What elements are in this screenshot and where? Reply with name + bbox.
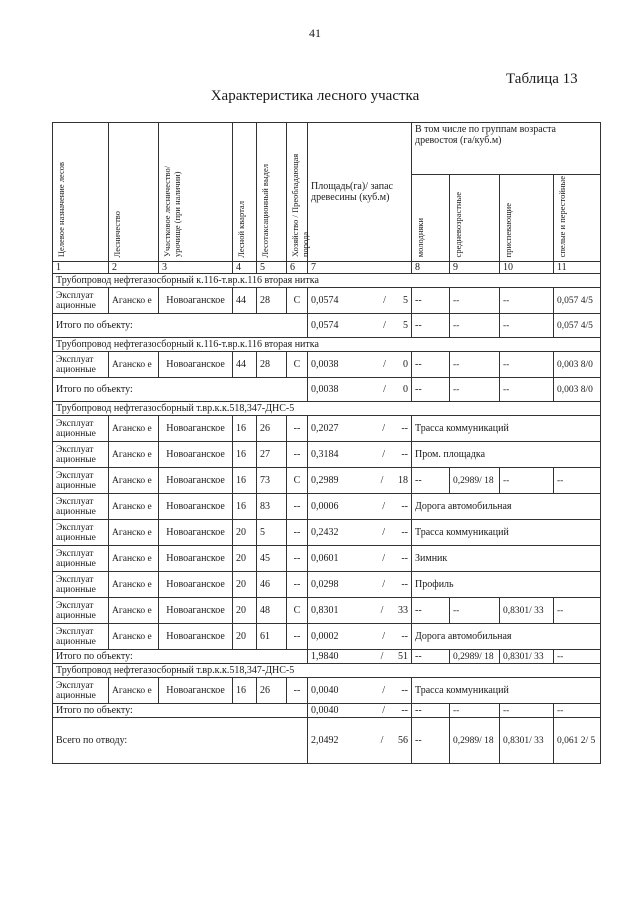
- section-title: Трубопровод нефтегазосборный т.вр.к.к.518,347-ДНС-5: [53, 664, 601, 678]
- species-cell: --: [287, 520, 308, 546]
- col-num: 1: [53, 262, 109, 274]
- area-stock-cell: [308, 520, 412, 546]
- quantity-sep: /: [382, 501, 386, 513]
- quarter-cell: 16: [233, 468, 257, 494]
- species-cell: --: [287, 624, 308, 650]
- purpose-cell: Эксплуат ационные: [53, 352, 109, 378]
- species-cell: --: [287, 494, 308, 520]
- young-cell: --: [412, 718, 450, 764]
- col-num: 10: [500, 262, 554, 274]
- area-stock-cell: [308, 598, 412, 624]
- forestry-cell: Аганско е: [109, 468, 159, 494]
- young-cell: --: [412, 650, 450, 664]
- district-cell: Новоаганское: [159, 442, 233, 468]
- area-stock-cell: [308, 352, 412, 378]
- middle-aged-cell: --: [450, 314, 500, 338]
- allotment-cell: 83: [257, 494, 287, 520]
- document-title: Характеристика лесного участка: [210, 88, 420, 104]
- forestry-cell: Аганско е: [109, 678, 159, 704]
- purpose-cell: Эксплуат ационные: [53, 468, 109, 494]
- area-stock-cell: [308, 416, 412, 442]
- species-cell: С: [287, 352, 308, 378]
- column-number-row: [53, 262, 601, 274]
- object-total-row: [53, 650, 601, 664]
- purpose-cell: Эксплуат ационные: [53, 442, 109, 468]
- quarter-cell: 20: [233, 624, 257, 650]
- area-stock-cell: [308, 288, 412, 314]
- table-row: [53, 442, 601, 468]
- quantity-area: 0,2027: [311, 423, 339, 435]
- quantity-area: 0,3184: [311, 449, 339, 461]
- quantity-sep: /: [380, 735, 384, 747]
- grand-total-row: [53, 718, 601, 764]
- quantity-stock: --: [401, 685, 408, 697]
- col-num: 5: [257, 262, 287, 274]
- species-cell: --: [287, 546, 308, 572]
- area-stock-cell: [308, 572, 412, 598]
- quantity-area: 0,0002: [311, 631, 339, 643]
- header-maturing: приспевающие: [500, 175, 554, 262]
- middle-aged-cell: --: [450, 378, 500, 402]
- forestry-cell: Аганско е: [109, 520, 159, 546]
- maturing-cell: --: [500, 378, 554, 402]
- header-species: Хозяйство / Преобладающая порода: [287, 123, 308, 262]
- purpose-cell: Эксплуат ационные: [53, 572, 109, 598]
- header-quarter: Лесной квартал: [233, 123, 257, 262]
- quantity-area: 0,8301: [311, 605, 339, 617]
- quarter-cell: 20: [233, 598, 257, 624]
- forestry-cell: Аганско е: [109, 352, 159, 378]
- quantity-stock: 0: [403, 384, 408, 396]
- quantity-stock: 0: [403, 359, 408, 371]
- district-cell: Новоаганское: [159, 678, 233, 704]
- quantity-area: 1,9840: [311, 651, 339, 663]
- district-cell: Новоаганское: [159, 624, 233, 650]
- species-cell: --: [287, 416, 308, 442]
- maturing-cell: 0,8301/ 33: [500, 718, 554, 764]
- district-cell: Новоаганское: [159, 572, 233, 598]
- young-cell: --: [412, 288, 450, 314]
- allotment-cell: 27: [257, 442, 287, 468]
- object-total-row: [53, 704, 601, 718]
- quantity-stock: 5: [403, 295, 408, 307]
- district-cell: Новоаганское: [159, 468, 233, 494]
- land-use-note: Профиль: [412, 572, 601, 598]
- species-cell: С: [287, 598, 308, 624]
- middle-aged-cell: --: [450, 352, 500, 378]
- forestry-cell: Аганско е: [109, 416, 159, 442]
- quarter-cell: 44: [233, 352, 257, 378]
- quarter-cell: 44: [233, 288, 257, 314]
- quarter-cell: 16: [233, 494, 257, 520]
- quantity-sep: /: [382, 553, 386, 565]
- allotment-cell: 5: [257, 520, 287, 546]
- quantity-stock: --: [401, 449, 408, 461]
- species-cell: --: [287, 572, 308, 598]
- table-row: [53, 416, 601, 442]
- quantity-area: 0,0574: [311, 295, 339, 307]
- header-middle-aged: средневозрастные: [450, 175, 500, 262]
- mature-cell: --: [554, 704, 601, 718]
- mature-cell: 0,003 8/0: [554, 352, 601, 378]
- quarter-cell: 16: [233, 416, 257, 442]
- middle-aged-cell: --: [450, 598, 500, 624]
- quantity-area: 0,0038: [311, 359, 339, 371]
- forest-plot-table: [52, 122, 601, 764]
- purpose-cell: Эксплуат ационные: [53, 624, 109, 650]
- maturing-cell: --: [500, 704, 554, 718]
- quantity-area: 0,2432: [311, 527, 339, 539]
- area-stock-cell: [308, 546, 412, 572]
- allotment-cell: 28: [257, 352, 287, 378]
- table-row: [53, 352, 601, 378]
- land-use-note: Зимник: [412, 546, 601, 572]
- quantity-sep: /: [383, 320, 386, 332]
- district-cell: Новоаганское: [159, 520, 233, 546]
- mature-cell: --: [554, 598, 601, 624]
- quantity-area: 0,0006: [311, 501, 339, 513]
- quantity-area: 0,0040: [311, 705, 339, 717]
- col-num: 11: [554, 262, 601, 274]
- purpose-cell: Эксплуат ационные: [53, 520, 109, 546]
- quantity-stock: 18: [398, 475, 408, 487]
- col-num: 8: [412, 262, 450, 274]
- middle-aged-cell: 0,2989/ 18: [450, 718, 500, 764]
- quantity-area: 0,0040: [311, 685, 339, 697]
- col-num: 2: [109, 262, 159, 274]
- section-title-row: [53, 274, 601, 288]
- quantity-stock: 5: [403, 320, 408, 332]
- quantity-sep: /: [382, 579, 386, 591]
- section-title-row: [53, 664, 601, 678]
- middle-aged-cell: --: [450, 704, 500, 718]
- area-stock-cell: [308, 678, 412, 704]
- mature-cell: --: [554, 650, 601, 664]
- quantity-sep: /: [382, 631, 386, 643]
- allotment-cell: 73: [257, 468, 287, 494]
- object-total-label: Итого по объекту:: [53, 704, 308, 718]
- header-area: Площадь(га)/ запас древесины (куб.м): [308, 123, 412, 262]
- section-title: Трубопровод нефтегазосборный к.116-т.вр.к.116 вторая нитка: [53, 274, 601, 288]
- young-cell: --: [412, 704, 450, 718]
- mature-cell: --: [554, 468, 601, 494]
- purpose-cell: Эксплуат ационные: [53, 494, 109, 520]
- quantity-area: 2,0492: [311, 735, 339, 747]
- maturing-cell: 0,8301/ 33: [500, 650, 554, 664]
- maturing-cell: --: [500, 352, 554, 378]
- allotment-cell: 61: [257, 624, 287, 650]
- quantity-sep: /: [380, 605, 384, 617]
- maturing-cell: --: [500, 468, 554, 494]
- district-cell: Новоаганское: [159, 494, 233, 520]
- district-cell: Новоаганское: [159, 352, 233, 378]
- area-stock-cell: [308, 624, 412, 650]
- district-cell: Новоаганское: [159, 598, 233, 624]
- grand-total-label: Всего по отводу:: [53, 718, 308, 764]
- forestry-cell: Аганско е: [109, 442, 159, 468]
- area-stock-cell: [308, 442, 412, 468]
- section-title: Трубопровод нефтегазосборный т.вр.к.к.518,347-ДНС-5: [53, 402, 601, 416]
- quantity-stock: --: [401, 423, 408, 435]
- object-total-label: Итого по объекту:: [53, 378, 308, 402]
- young-cell: --: [412, 314, 450, 338]
- quantity-sep: /: [383, 359, 386, 371]
- middle-aged-cell: 0,2989/ 18: [450, 650, 500, 664]
- purpose-cell: Эксплуат ационные: [53, 678, 109, 704]
- quantity-stock: 33: [398, 605, 408, 617]
- land-use-note: Пром. площадка: [412, 442, 601, 468]
- quantity-sep: /: [382, 705, 386, 717]
- header-age-groups: В том числе по группам возраста древостоя (га/куб.м): [412, 123, 601, 175]
- quantity-sep: /: [380, 651, 384, 663]
- quantity-stock: --: [401, 631, 408, 643]
- land-use-note: Трасса коммуникаций: [412, 520, 601, 546]
- table-row: [53, 624, 601, 650]
- quantity-area: 0,0038: [311, 384, 339, 396]
- maturing-cell: 0,8301/ 33: [500, 598, 554, 624]
- mature-cell: 0,057 4/5: [554, 288, 601, 314]
- allotment-cell: 45: [257, 546, 287, 572]
- table-row: [53, 520, 601, 546]
- maturing-cell: --: [500, 288, 554, 314]
- area-stock-cell: [308, 718, 412, 764]
- purpose-cell: Эксплуат ационные: [53, 546, 109, 572]
- forestry-cell: Аганско е: [109, 572, 159, 598]
- allotment-cell: 26: [257, 678, 287, 704]
- header-mature: спелые и перестойные: [554, 175, 601, 262]
- district-cell: Новоаганское: [159, 546, 233, 572]
- section-title-row: [53, 402, 601, 416]
- young-cell: --: [412, 468, 450, 494]
- header-district: Участковое лесничество/урочище (при наличии): [159, 123, 233, 262]
- quantity-stock: --: [401, 553, 408, 565]
- quarter-cell: 20: [233, 546, 257, 572]
- species-cell: С: [287, 288, 308, 314]
- section-title-row: [53, 338, 601, 352]
- table-row: [53, 494, 601, 520]
- quarter-cell: 16: [233, 678, 257, 704]
- species-cell: --: [287, 442, 308, 468]
- object-total-row: [53, 378, 601, 402]
- col-num: 4: [233, 262, 257, 274]
- area-stock-cell: [308, 704, 412, 718]
- quantity-stock: 51: [398, 651, 408, 663]
- young-cell: --: [412, 598, 450, 624]
- quantity-sep: /: [382, 423, 386, 435]
- quantity-stock: --: [401, 579, 408, 591]
- col-num: 9: [450, 262, 500, 274]
- quantity-area: 0,0601: [311, 553, 339, 565]
- header-forestry: Лесничество: [109, 123, 159, 262]
- district-cell: Новоаганское: [159, 288, 233, 314]
- area-stock-cell: [308, 650, 412, 664]
- area-stock-cell: [308, 468, 412, 494]
- quantity-stock: 56: [398, 735, 408, 747]
- forestry-cell: Аганско е: [109, 546, 159, 572]
- quantity-area: 0,0574: [311, 320, 339, 332]
- mature-cell: 0,003 8/0: [554, 378, 601, 402]
- forestry-cell: Аганско е: [109, 494, 159, 520]
- young-cell: --: [412, 378, 450, 402]
- land-use-note: Трасса коммуникаций: [412, 678, 601, 704]
- page-number: 41: [309, 26, 321, 40]
- forestry-cell: Аганско е: [109, 624, 159, 650]
- table-row: [53, 288, 601, 314]
- species-cell: С: [287, 468, 308, 494]
- table-row: [53, 678, 601, 704]
- table-row: [53, 546, 601, 572]
- forestry-cell: Аганско е: [109, 288, 159, 314]
- area-stock-cell: [308, 494, 412, 520]
- middle-aged-cell: 0,2989/ 18: [450, 468, 500, 494]
- table-label: Таблица 13: [506, 71, 578, 87]
- area-stock-cell: [308, 378, 412, 402]
- quantity-sep: /: [383, 384, 386, 396]
- quarter-cell: 16: [233, 442, 257, 468]
- col-num: 6: [287, 262, 308, 274]
- land-use-note: Трасса коммуникаций: [412, 416, 601, 442]
- purpose-cell: Эксплуат ационные: [53, 416, 109, 442]
- quantity-area: 0,0298: [311, 579, 339, 591]
- quantity-sep: /: [380, 475, 384, 487]
- land-use-note: Дорога автомобильная: [412, 494, 601, 520]
- purpose-cell: Эксплуат ационные: [53, 288, 109, 314]
- purpose-cell: Эксплуат ационные: [53, 598, 109, 624]
- table-row: [53, 572, 601, 598]
- col-num: 7: [308, 262, 412, 274]
- object-total-row: [53, 314, 601, 338]
- allotment-cell: 48: [257, 598, 287, 624]
- forestry-cell: Аганско е: [109, 598, 159, 624]
- table-row: [53, 468, 601, 494]
- quantity-sep: /: [382, 527, 386, 539]
- mature-cell: 0,057 4/5: [554, 314, 601, 338]
- col-num: 3: [159, 262, 233, 274]
- quantity-stock: --: [401, 501, 408, 513]
- mature-cell: 0,061 2/ 5: [554, 718, 601, 764]
- quantity-sep: /: [382, 449, 386, 461]
- section-title: Трубопровод нефтегазосборный к.116-т.вр.к.116 вторая нитка: [53, 338, 601, 352]
- district-cell: Новоаганское: [159, 416, 233, 442]
- quarter-cell: 20: [233, 520, 257, 546]
- maturing-cell: --: [500, 314, 554, 338]
- middle-aged-cell: --: [450, 288, 500, 314]
- header-young: молодняки: [412, 175, 450, 262]
- quantity-stock: --: [401, 705, 408, 717]
- header-purpose: Целевое назначение лесов: [53, 123, 109, 262]
- quantity-area: 0,2989: [311, 475, 339, 487]
- quantity-sep: /: [383, 295, 386, 307]
- quantity-sep: /: [382, 685, 386, 697]
- species-cell: --: [287, 678, 308, 704]
- quantity-stock: --: [401, 527, 408, 539]
- allotment-cell: 28: [257, 288, 287, 314]
- object-total-label: Итого по объекту:: [53, 314, 308, 338]
- land-use-note: Дорога автомобильная: [412, 624, 601, 650]
- allotment-cell: 46: [257, 572, 287, 598]
- object-total-label: Итого по объекту:: [53, 650, 308, 664]
- header-row: [53, 123, 601, 175]
- young-cell: --: [412, 352, 450, 378]
- table-row: [53, 598, 601, 624]
- area-stock-cell: [308, 314, 412, 338]
- header-allotment: Лесотаксационный выдел: [257, 123, 287, 262]
- quarter-cell: 20: [233, 572, 257, 598]
- allotment-cell: 26: [257, 416, 287, 442]
